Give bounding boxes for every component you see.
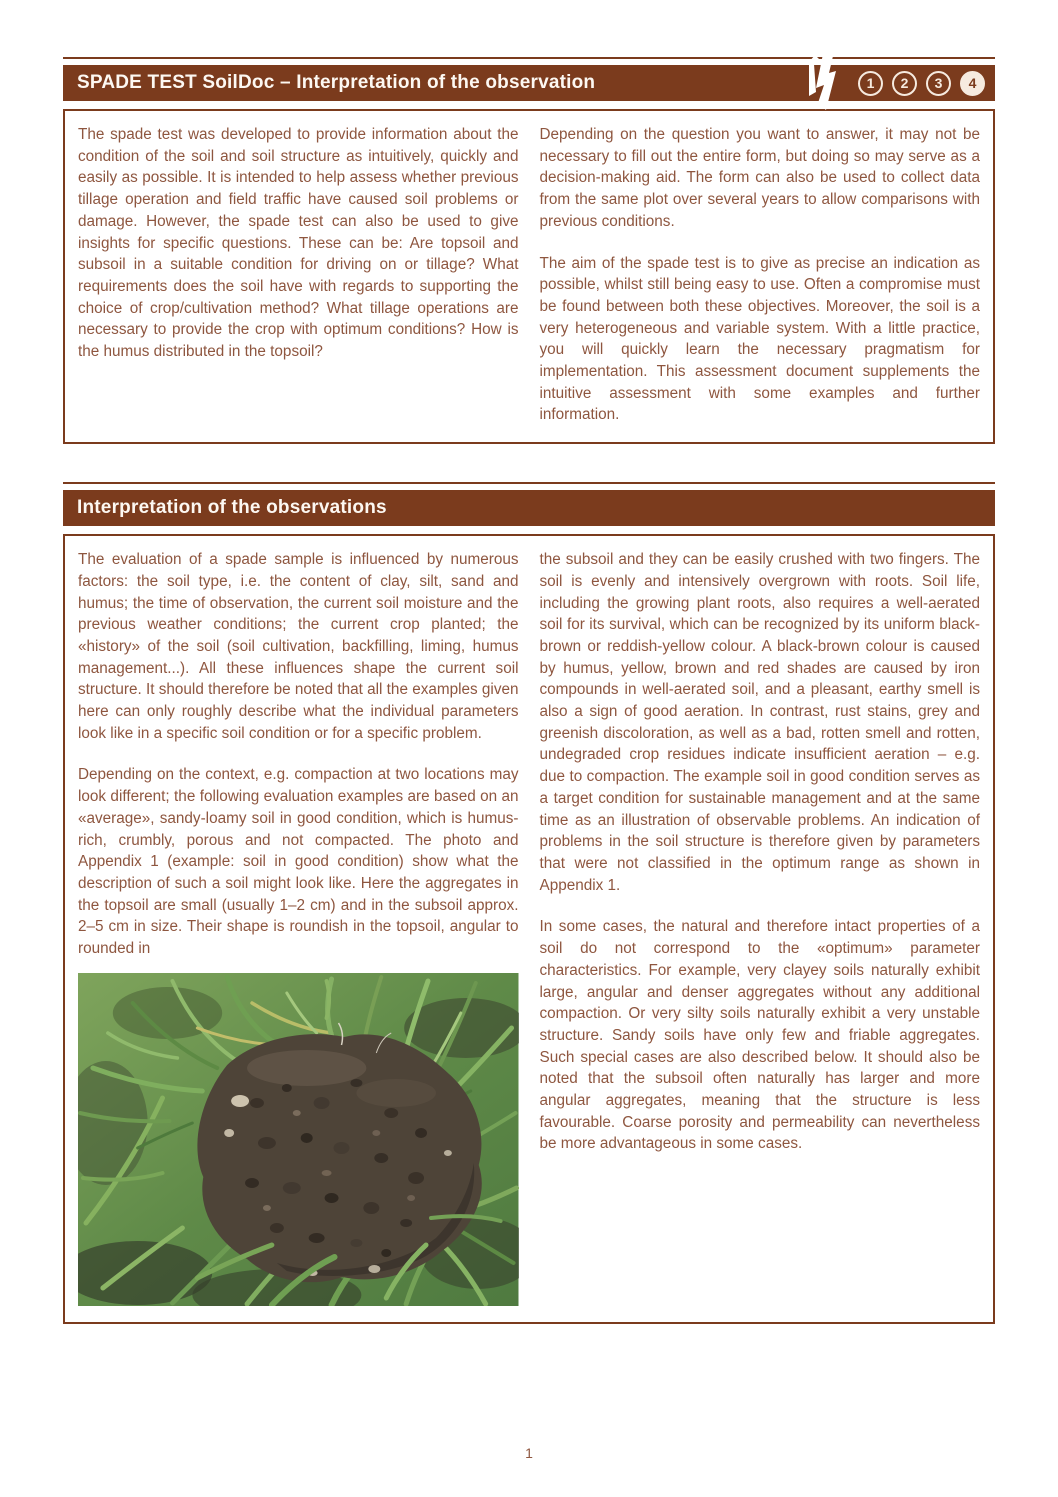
spade-logo-icon (799, 46, 841, 120)
section-title: Interpretation of the observations (77, 497, 387, 519)
step-1: 1 (858, 71, 883, 96)
step-3: 3 (926, 71, 951, 96)
interpretation-right-column (540, 549, 981, 1306)
header-bar-2 (63, 490, 995, 526)
intro-paragraph: The spade test was developed to provide information about the condition of the soil and soil structure as intuitively, quickly and easily as possible. It is intended to help assess whether previous tillage operation and field traffic have caused soil problems or damage. However, the spade test can also be used to give insights for specific questions. These can be: Are topsoil and subsoil in a suitable condition for driving on or tillage? What requirements does the soil have with regards to supporting the choice of crop/cultivation method? What tillage operations are necessary to provide the crop with optimum conditions? How is the humus distributed in the topsoil? (78, 126, 519, 361)
intro-right-column (540, 124, 981, 426)
step-4-active: 4 (960, 71, 985, 96)
intro-box (63, 109, 995, 444)
intro-paragraph: The aim of the spade test is to give as precise an indication as possible, whilst still being easy to use. Often a compromise must be found between both these objectives. Moreover, the soil is a very heterogeneous and variable system. With a little practice, you will quickly learn the necessary pragmatism for implementation. This assessment document supplements the intuitive assessment with some examples and further information. (539, 254, 980, 424)
intro-paragraph: Depending on the question you want to answer, it may not be necessary to fill out the entire form, but doing so may serve as a decision-making aid. The form can also be used to collect data from the same plot over several years to allow comparisons with previous conditions. (539, 126, 980, 230)
page-title: SPADE TEST SoilDoc – Interpretation of the observation (77, 72, 596, 93)
step-indicator (858, 71, 985, 96)
intro-left-column (78, 124, 519, 426)
body-paragraph: The evaluation of a spade sample is influenced by numerous factors: the soil type, i.e. the content of clay, silt, sand and humus; the time of observation, the current soil moisture and the previous weather conditions; the current crop planted; the «history» of the soil (soil cultivation, backfilling, liming, humus management...). All these influences shape the current soil structure. It should therefore be noted that all the examples given here can only roughly describe what the individual parameters look like in a specific soil condition or for a specific problem. (78, 551, 519, 742)
header-bar-1 (63, 65, 995, 101)
section-intro (63, 0, 995, 444)
soil-sample-photo (78, 973, 519, 1306)
body-paragraph: In some cases, the natural and therefore intact properties of a soil do not correspond to the «optimum» parameter characteristics. For example, very clayey soils naturally exhibit large, angular and denser aggregates without any additional compaction. Or very silty soils naturally exhibit a very unstable structure. Sandy soils have only few and friable aggregates. Such special cases are also described below. It should also be noted that the subsoil often naturally has larger and more angular aggregates, meaning that the structure is less favourable. Coarse porosity and permeability can nevertheless be more advantageous in some cases. (539, 918, 980, 1153)
page-number: 1 (525, 1445, 533, 1461)
header-right-group (799, 46, 985, 120)
body-paragraph: the subsoil and they can be easily crushed with two fingers. The soil is evenly and intensively overgrown with roots. Soil life, including the growing plant roots, also requires a well-aerated soil for its survival, which can be recognized by its uniform black-brown or reddish-yellow colour. A black-brown colour is caused by humus, yellow, brown and red shades are caused by iron compounds in well-aerated soil, and a pleasant, earthy smell is also a sign of good aeration. In contrast, rust stains, grey and greenish discoloration, as well as a bad, rotten smell and rotten, undegraded crop residues indicate insufficient aeration – e.g. due to compaction. The example soil in good condition serves as a target condition for sustainable management and at the same time as an illustration of observable problems. An indication of problems in the soil structure is therefore given by parameters that were not classified in the optimum range as shown in Appendix 1. (539, 551, 980, 894)
body-paragraph: Depending on the context, e.g. compaction at two locations may look different; the following evaluation examples are based on an «average», sandy-loamy soil in good condition, which is humus-rich, crumbly, porous and not compacted. The photo and Appendix 1 (example: soil in good condition) show what the description of such a soil might look like. Here the aggregates in the topsoil are small (usually 1–2 cm) and in the subsoil approx. 2–5 cm in size. Their shape is roundish in the topsoil, angular to rounded in (78, 766, 519, 958)
section-interpretation (63, 482, 995, 1324)
section-rule (63, 482, 995, 484)
step-2: 2 (892, 71, 917, 96)
interpretation-box (63, 534, 995, 1324)
interpretation-left-column (78, 549, 519, 1306)
